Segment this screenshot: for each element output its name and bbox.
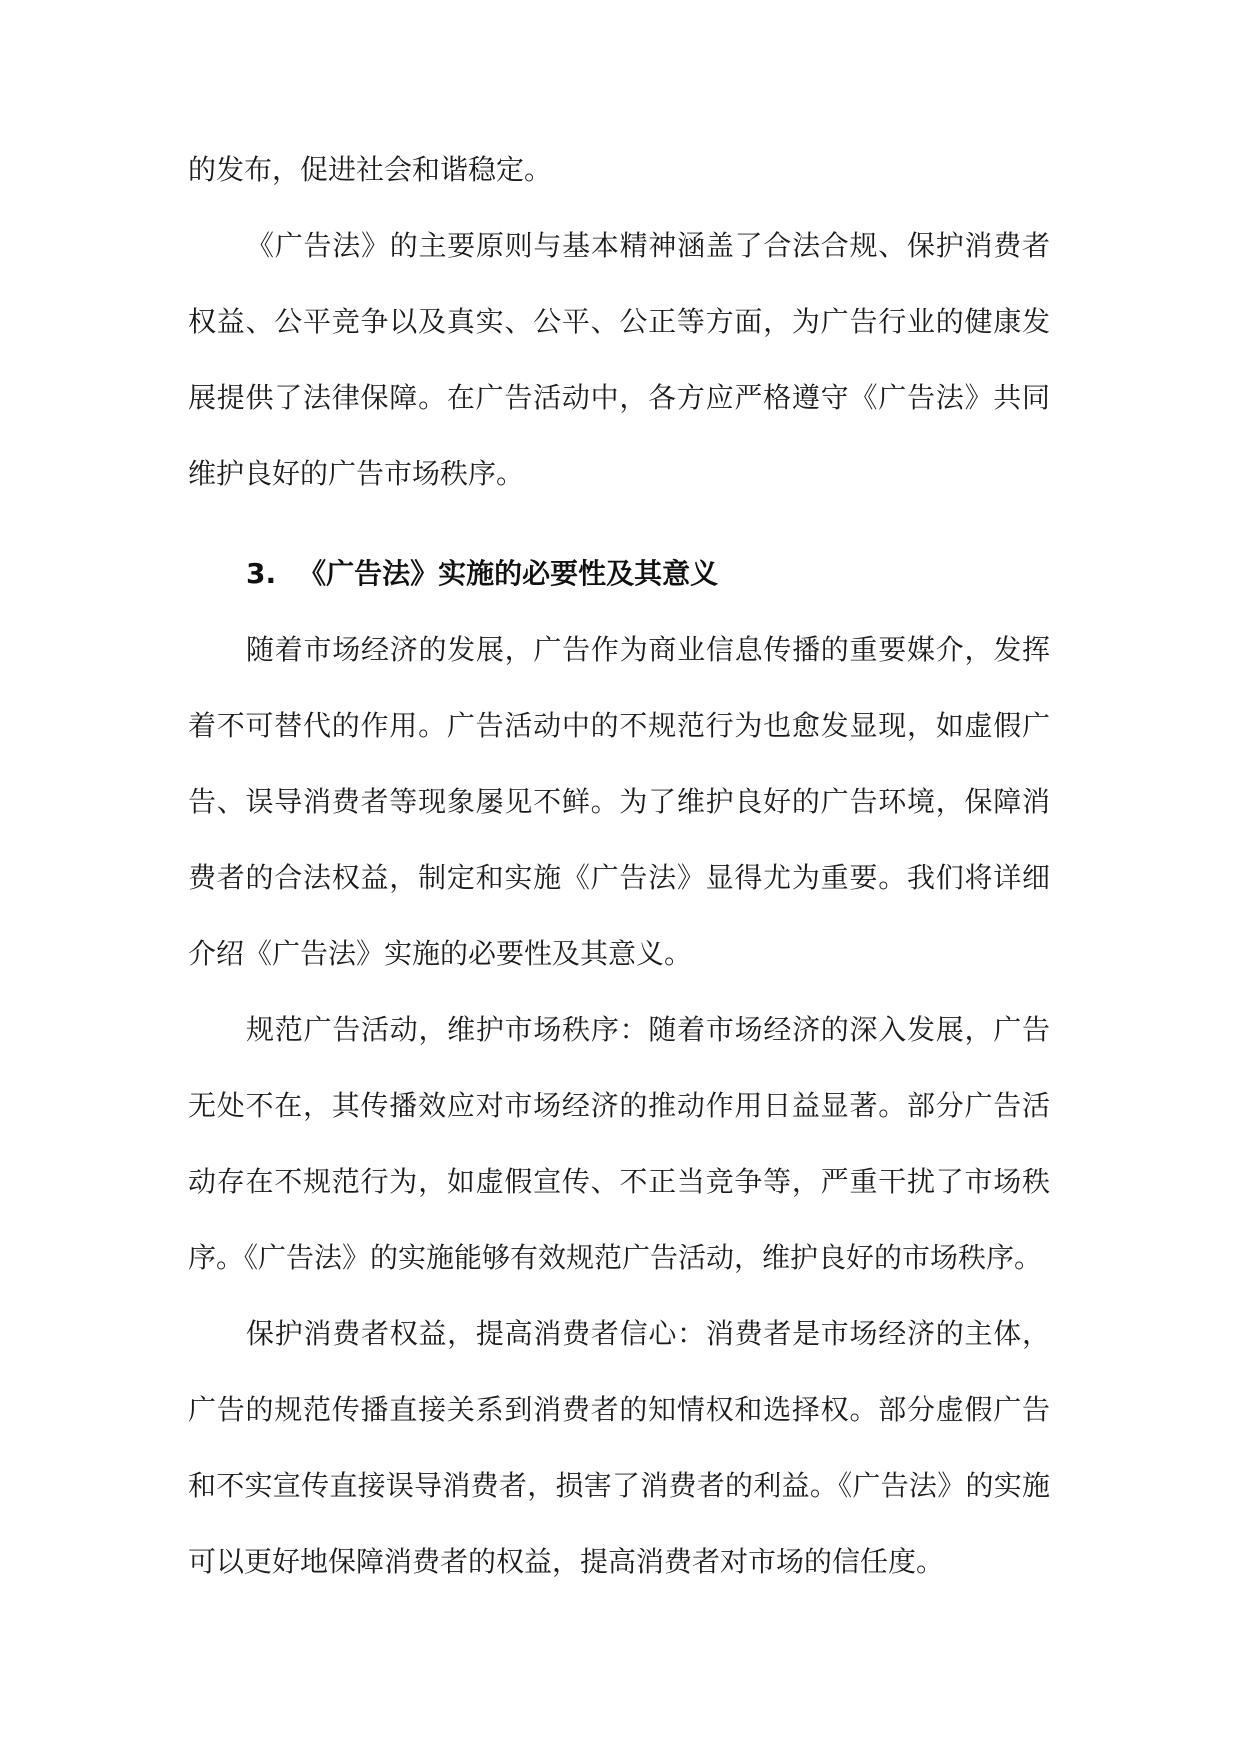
paragraph-market-order: 规范广告活动，维护市场秩序：随着市场经济的深入发展，广告无处不在，其传播效应对市场经济的推动作用日益显著。部分广告活动存在不规范行为，如虚假宣传、不正当竞争等，严重干扰了市场秩序。《广告法》的实施能够有效规范广告活动，维护良好的市场秩序。 <box>188 1013 1050 1274</box>
paragraph-consumer-rights: 保护消费者权益，提高消费者信心：消费者是市场经济的主体，广告的规范传播直接关系到消费者的知情权和选择权。部分虚假广告和不实宣传直接误导消费者，损害了消费者的利益。《广告法》的实施可以更好地保障消费者的权益，提高消费者对市场的信任度。 <box>188 1317 1050 1578</box>
paragraph-intro: 随着市场经济的发展，广告作为商业信息传播的重要媒介，发挥着不可替代的作用。广告活动中的不规范行为也愈发显现，如虚假广告、误导消费者等现象屡见不鲜。为了维护良好的广告环境，保障消费者的合法权益，制定和实施《广告法》显得尤为重要。我们将详细介绍《广告法》实施的必要性及其意义。 <box>188 633 1050 970</box>
section-title: 《广告法》实施的必要性及其意义 <box>298 557 719 590</box>
document-body <box>188 132 1050 1600</box>
paragraph-continuation: 的发布，促进社会和谐稳定。 <box>188 153 553 186</box>
section-number: 3. <box>246 557 277 590</box>
section-heading <box>188 536 1050 612</box>
paragraph-principles-summary: 《广告法》的主要原则与基本精神涵盖了合法合规、保护消费者权益、公平竞争以及真实、公平、公正等方面，为广告行业的健康发展提供了法律保障。在广告活动中，各方应严格遵守《广告法》共同维护良好的广告市场秩序。 <box>188 229 1050 490</box>
